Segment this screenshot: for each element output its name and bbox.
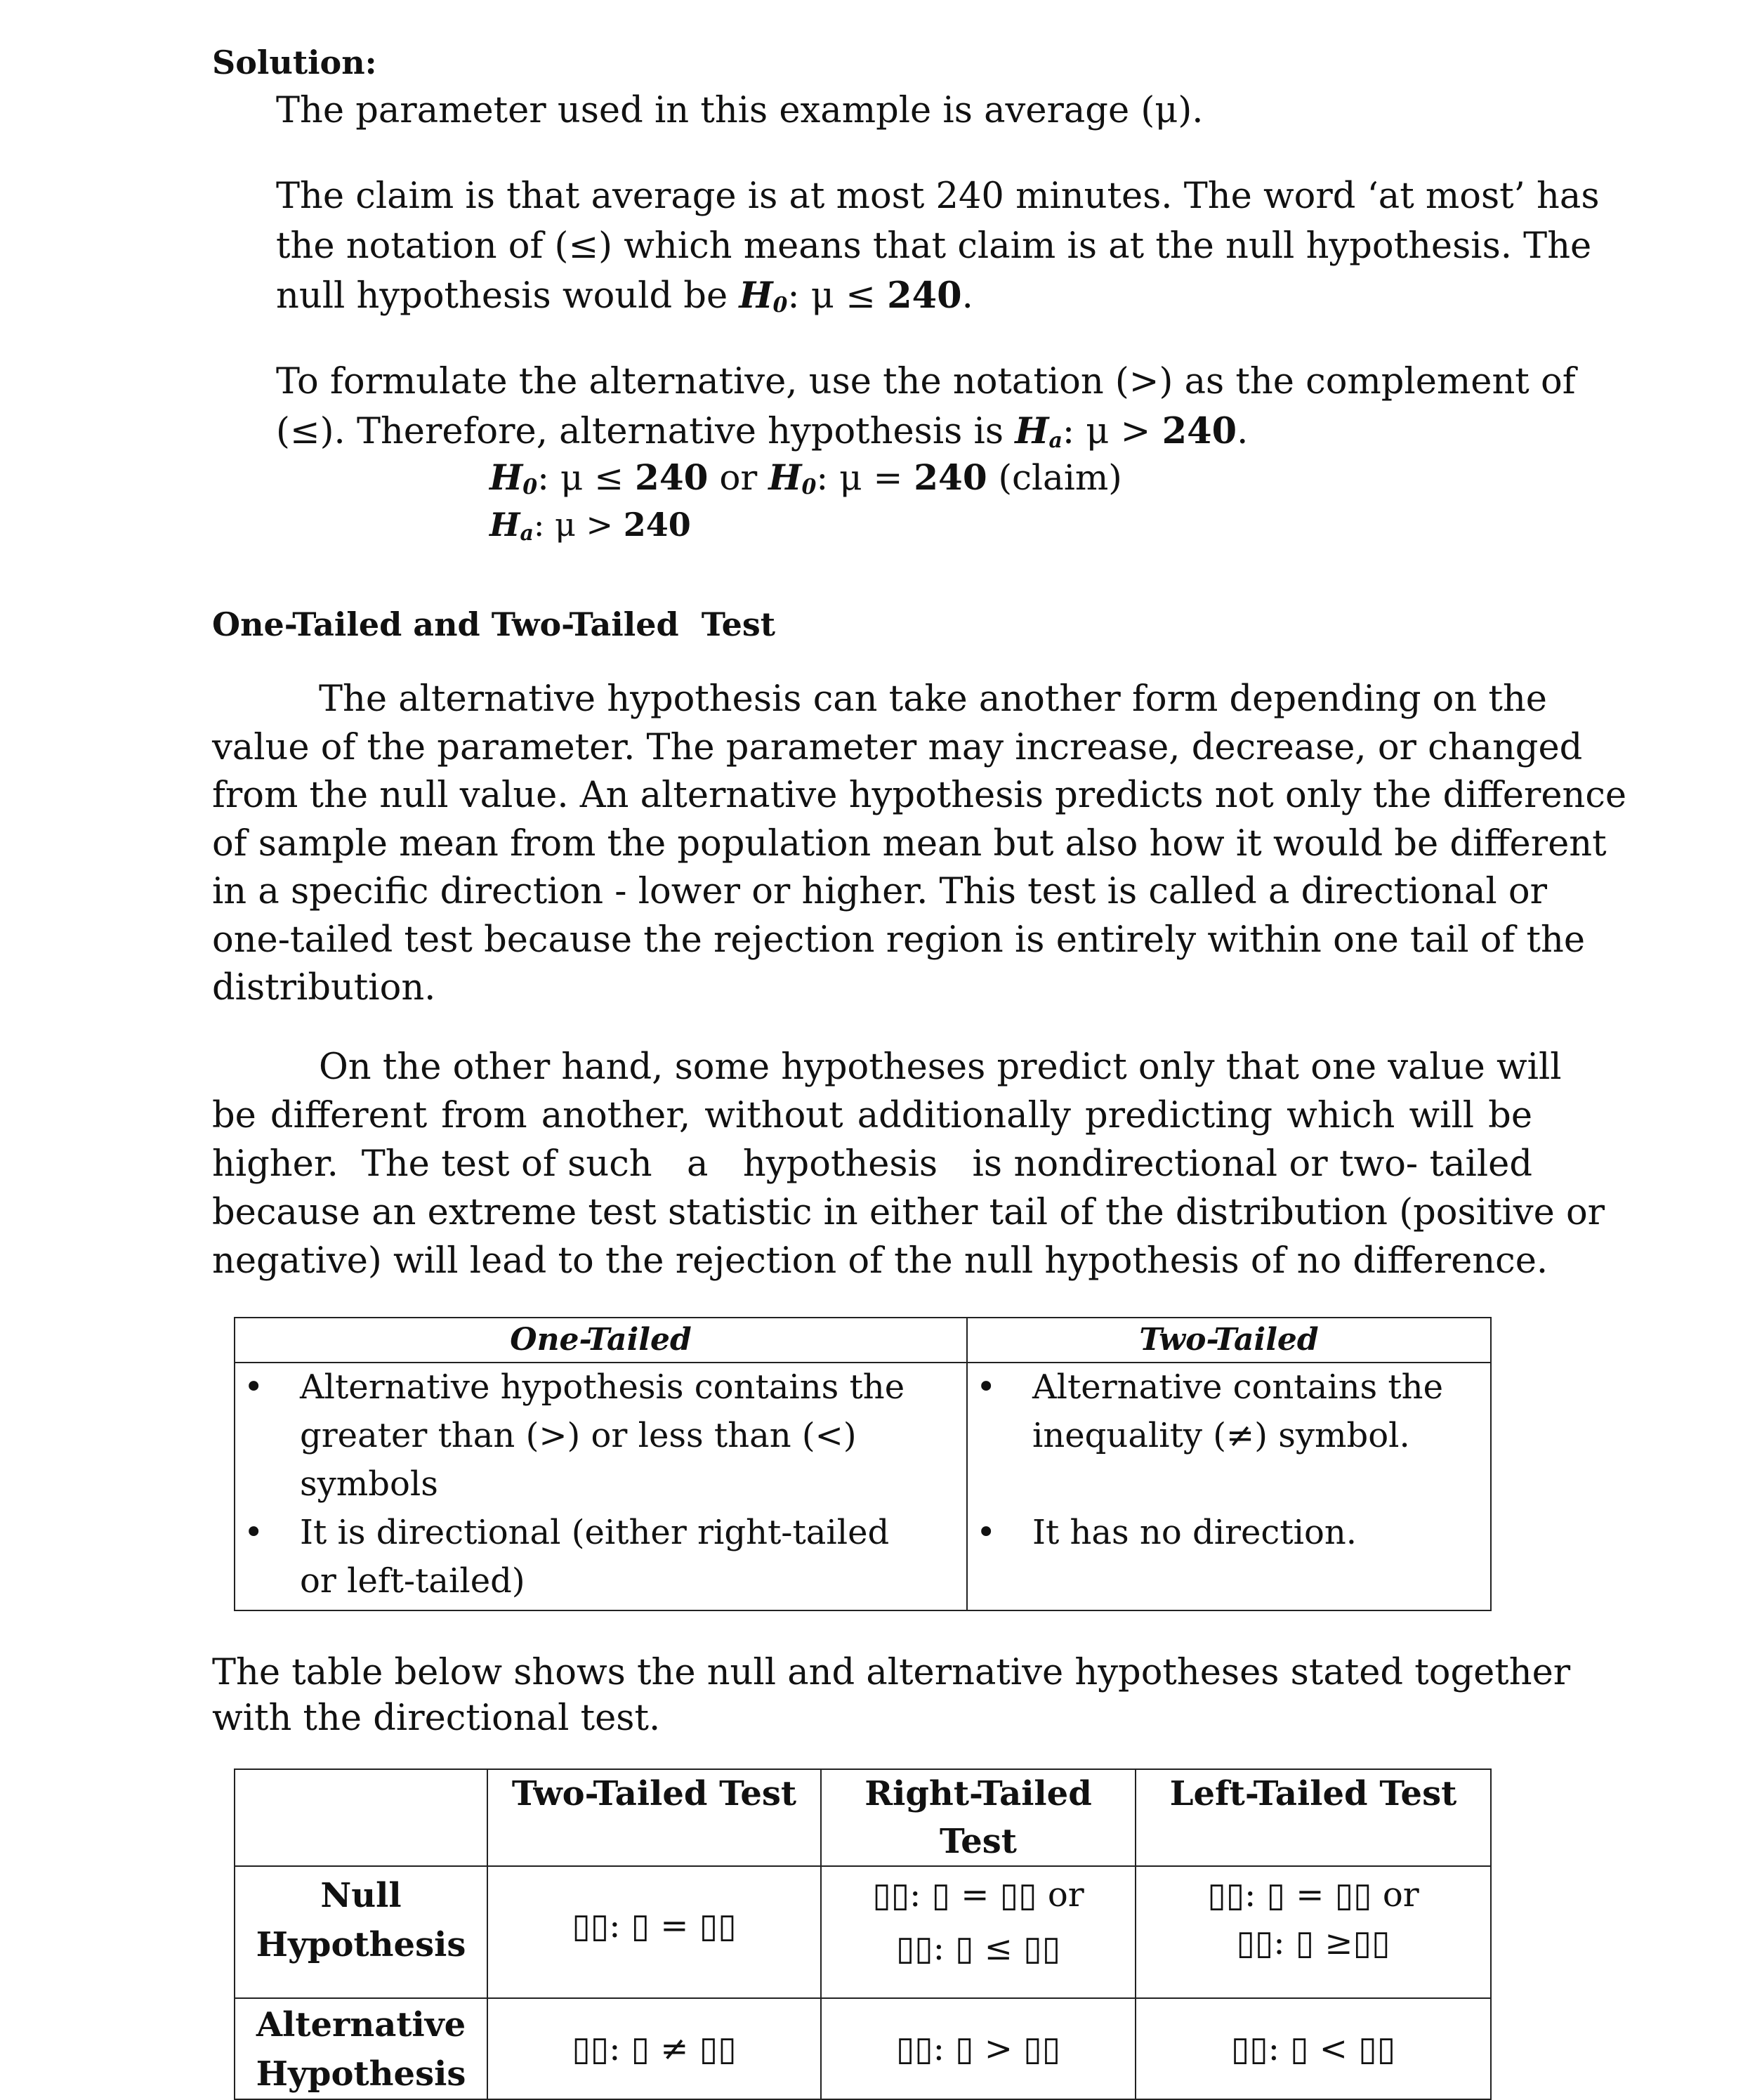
- para1-line: of sample mean from the population mean but also how it would be different: [212, 822, 1607, 865]
- hypothesis-eq-null: $H_0$: μ ≤ 240 or $H_0$: μ = 240 (claim): [489, 457, 1122, 499]
- para1-line: The alternative hypothesis can take another form depending on the: [319, 678, 1547, 720]
- para2-line: because an extreme test statistic in either tail of the distribution (positive or: [212, 1192, 1605, 1233]
- solution-p3: [276, 357, 1576, 466]
- null-left-tailed: ▯▯: ▯ = ▯▯ or ▯▯: ▯ ≥▯▯: [1136, 1866, 1491, 1998]
- comparison-table: [234, 1317, 1492, 1611]
- para1-line: in a specific direction - lower or higher. This test is called a directional or: [212, 871, 1548, 912]
- one-tailed-cell: [235, 1363, 967, 1610]
- section-para1: [212, 676, 1627, 1013]
- table-intro-line: with the directional test.: [212, 1698, 661, 1739]
- alt-two-tailed: ▯▯: ▯ ≠ ▯▯: [487, 1998, 821, 2099]
- solution-p2: [276, 171, 1600, 330]
- null-row-label: Null Hypothesis: [235, 1866, 487, 1998]
- para1-line: value of the parameter. The parameter may increase, decrease, or changed: [212, 726, 1583, 768]
- null-right-tailed: ▯▯: ▯ = ▯▯ or ▯▯: ▯ ≤ ▯▯: [821, 1866, 1136, 1998]
- solution-p2-line: The claim is that average is at most 240 minutes. The word ‘at most’ has: [276, 176, 1600, 217]
- hyp-header-left-tailed: Left-Tailed Test: [1136, 1769, 1491, 1866]
- para2-line: On the other hand, some hypotheses predict only that one value will: [319, 1046, 1562, 1088]
- para1-line: from the null value. An alternative hypothesis predicts not only the difference: [212, 775, 1627, 816]
- comparison-header-two-tailed: Two-Tailed: [967, 1318, 1491, 1363]
- two-tailed-bullet: • It has no direction.: [976, 1513, 1357, 1552]
- hyp-header-right-tailed: Right-Tailed Test: [821, 1769, 1136, 1866]
- one-tailed-bullet: • It is directional (either right-tailed or left-tailed): [244, 1513, 890, 1601]
- one-tailed-bullet: • Alternative hypothesis contains the greater than (>) or less than (<) symbols: [244, 1367, 905, 1504]
- solution-p3-line: To formulate the alternative, use the notation (>) as the complement of: [276, 361, 1576, 402]
- alt-row-label: Alternative Hypothesis: [235, 1998, 487, 2099]
- para1-line: one-tailed test because the rejection region is entirely within one tail of the: [212, 919, 1586, 961]
- alt-hypothesis-statement: (≤). Therefore, alternative hypothesis is $H_a$: μ > 240.: [276, 410, 1249, 453]
- alt-left-tailed: ▯▯: ▯ < ▯▯: [1136, 1998, 1491, 2099]
- hypothesis-table: [234, 1768, 1492, 2100]
- two-tailed-cell: [967, 1363, 1491, 1610]
- table-intro-line: The table below shows the null and alternative hypotheses stated together: [212, 1652, 1571, 1693]
- solution-heading: Solution:: [212, 44, 377, 81]
- null-hypothesis-statement: null hypothesis would be $H_0$: μ ≤ 240.: [276, 275, 973, 317]
- section-para2: [212, 1043, 1605, 1285]
- null-two-tailed: ▯▯: ▯ = ▯▯: [487, 1866, 821, 1998]
- two-tailed-bullet: • Alternative contains the inequality (≠) symbol.: [976, 1367, 1443, 1455]
- hypothesis-eq-alt: $H_a$: μ > 240: [489, 506, 691, 546]
- hyp-header-two-tailed: Two-Tailed Test: [487, 1769, 821, 1866]
- para2-line: negative) will lead to the rejection of the null hypothesis of no difference.: [212, 1240, 1548, 1282]
- para2-line: be different from another, without additionally predicting which will be: [212, 1095, 1532, 1136]
- comparison-header-one-tailed: One-Tailed: [235, 1318, 967, 1363]
- solution-p1: The parameter used in this example is average (μ).: [276, 90, 1204, 131]
- para2-line: higher. The test of such a hypothesis is nondirectional or two- tailed: [212, 1143, 1532, 1185]
- para1-line: distribution.: [212, 967, 436, 1009]
- section-heading: One-Tailed and Two-Tailed Test: [212, 605, 776, 643]
- alt-right-tailed: ▯▯: ▯ > ▯▯: [821, 1998, 1136, 2099]
- solution-p2-line: the notation of (≤) which means that claim is at the null hypothesis. The: [276, 225, 1592, 267]
- hyp-header-blank: [235, 1769, 487, 1866]
